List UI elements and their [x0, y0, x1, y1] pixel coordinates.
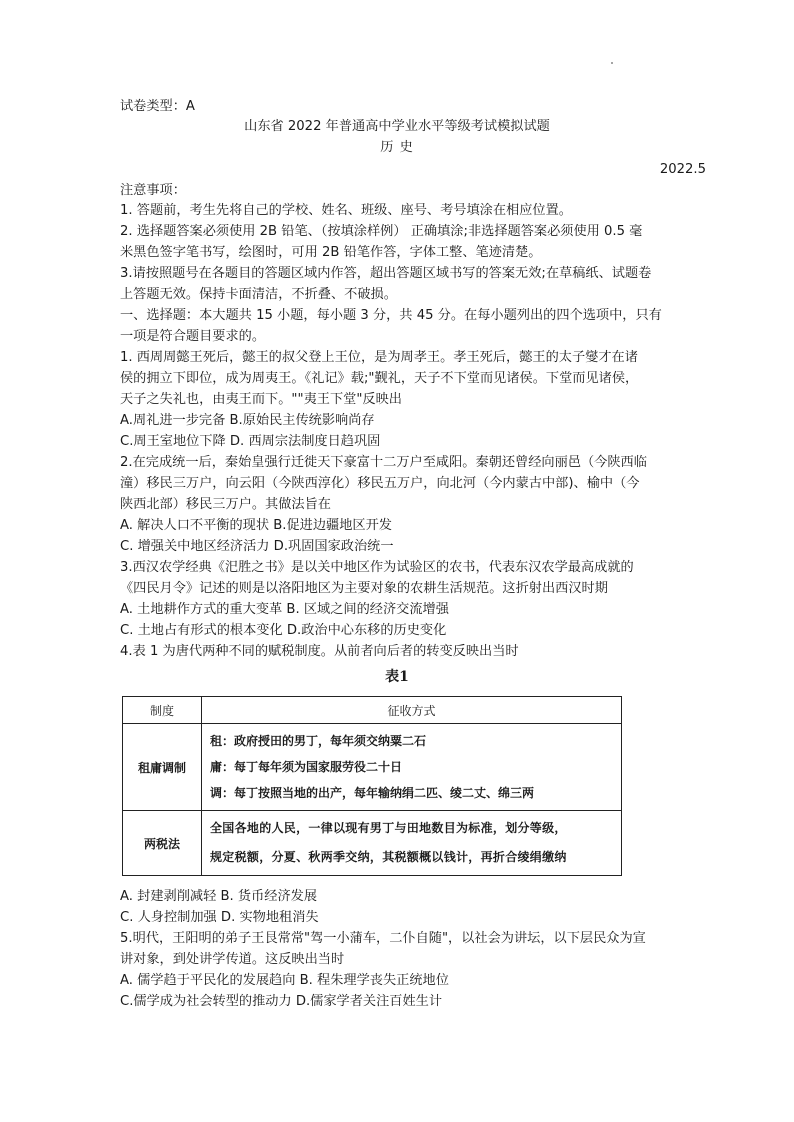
notes-line: 1. 答题前，考生先将自己的学校、姓名、班级、座号、考号填涂在相应位置。 [120, 203, 572, 218]
notes-line: 米黑色签字笔书写，绘图时，可用 2B 铅笔作答，字体工整、笔迹清楚。 [120, 245, 542, 260]
table-cell-line: 全国各地的人民，一律以现有男丁与田地数目为标准，划分等级， [210, 821, 567, 835]
question-1-options: C.周王室地位下降 D. 西周宗法制度日趋巩固 [120, 434, 381, 449]
notes-line: 3.请按照题号在各题目的答题区域内作答，超出答题区域书写的答案无效;在草稿纸、试题卷 [120, 266, 652, 281]
table-header-cell: 制度 [123, 697, 202, 724]
notes-line: 上答题无效。保持卡面清洁，不折叠、不破损。 [120, 287, 397, 302]
question-4-options: C. 人身控制加强 D. 实物地租消失 [120, 910, 319, 925]
notes-line: 2. 选择题答案必须使用 2B 铅笔、（按填涂样例） 正确填涂;非选择题答案必须使用 0.5 毫 [120, 224, 643, 239]
question-1-text: 1. 西周周懿王死后，懿王的叔父登上王位，是为周孝王。孝王死后，懿王的太子燮才在诸 [120, 350, 638, 365]
section-heading: 一、选择题：本大题共 15 小题，每小题 3 分，共 45 分。在每小题列出的四个选项中，只有 [120, 308, 662, 323]
question-2-options: C. 增强关中地区经济活力 D.巩固国家政治统一 [120, 539, 394, 554]
scan-speck [611, 62, 613, 64]
question-4-options: A. 封建剥削减轻 B. 货币经济发展 [120, 889, 318, 904]
question-4-text: 4.表 1 为唐代两种不同的赋税制度。从前者向后者的转变反映出当时 [120, 644, 519, 659]
table-header-cell: 征收方式 [202, 697, 622, 724]
question-3-text: 3.西汉农学经典《汜胜之书》是以关中地区作为试验区的农书，代表东汉农学最高成就的 [120, 560, 634, 575]
question-2-text: 2.在完成统一后，秦始皇强行迁徙天下豪富十二万户至咸阳。秦朝还曾经向丽邑（今陕西临 [120, 455, 647, 470]
question-2-text: 潼）移民三万户，向云阳（今陕西淳化）移民五万户，向北河（今内蒙古中部)、榆中（今 [120, 476, 640, 491]
table-title: 表1 [385, 669, 409, 685]
subject-title: 历 史 [380, 140, 414, 155]
notes-heading: 注意事项： [120, 183, 186, 198]
question-5-options: C.儒学成为社会转型的推动力 D.儒家学者关注百姓生计 [120, 994, 443, 1009]
question-2-options: A. 解决人口不平衡的现状 B.促进边疆地区开发 [120, 518, 392, 533]
table-header-row [123, 697, 622, 724]
table-row [123, 724, 622, 811]
table-row-label: 两税法 [123, 811, 202, 876]
question-3-options: A. 土地耕作方式的重大变革 B. 区域之间的经济交流增强 [120, 602, 449, 617]
paper-type: 试卷类型：A [120, 99, 195, 114]
question-3-text: 《四民月令》记述的则是以洛阳地区为主要对象的农耕生活规范。这折射出西汉时期 [120, 581, 608, 596]
question-5-text: 讲对象，到处讲学传道。这反映出当时 [120, 952, 345, 967]
question-3-options: C. 土地占有形式的根本变化 D.政治中心东移的历史变化 [120, 623, 447, 638]
table-cell-line: 租：政府授田的男丁，每年须交纳粟二石 [210, 734, 427, 748]
table-row-label: 租庸调制 [123, 724, 202, 811]
question-2-text: 陕西北部）移民三万户。其做法旨在 [120, 497, 331, 512]
table-cell-line: 调：每丁按照当地的出产，每年输纳绢二匹、绫二丈、绵三两 [210, 786, 535, 800]
tax-system-table [122, 696, 622, 876]
table-cell [202, 811, 622, 876]
section-heading: 一项是符合题目要求的。 [120, 329, 266, 344]
exam-title: 山东省 2022 年普通高中学业水平等级考试模拟试题 [244, 119, 550, 134]
table-row [123, 811, 622, 876]
table-cell-line: 庸：每丁每年须为国家服劳役二十日 [210, 760, 403, 774]
table-cell [202, 724, 622, 811]
question-1-text: 天子之失礼也，由夷王而下。""夷王下堂"反映出 [120, 392, 402, 407]
exam-date: 2022.5 [659, 162, 706, 177]
question-1-text: 侯的拥立下即位，成为周夷王。《礼记》载;"觐礼，天子不下堂而见诸侯。下堂而见诸侯， [120, 371, 639, 386]
question-5-options: A. 儒学趋于平民化的发展趋向 B. 程朱理学丧失正统地位 [120, 973, 449, 988]
question-5-text: 5.明代，王阳明的弟子王艮常常"驾一小蒲车，二仆自随"，以社会为讲坛，以下层民众为宣 [120, 931, 646, 946]
question-1-options: A.周礼进一步完备 B.原始民主传统影响尚存 [120, 413, 375, 428]
table-cell-line: 规定税额，分夏、秋两季交纳，其税额概以钱计，再折合绫绢缴纳 [210, 850, 567, 864]
